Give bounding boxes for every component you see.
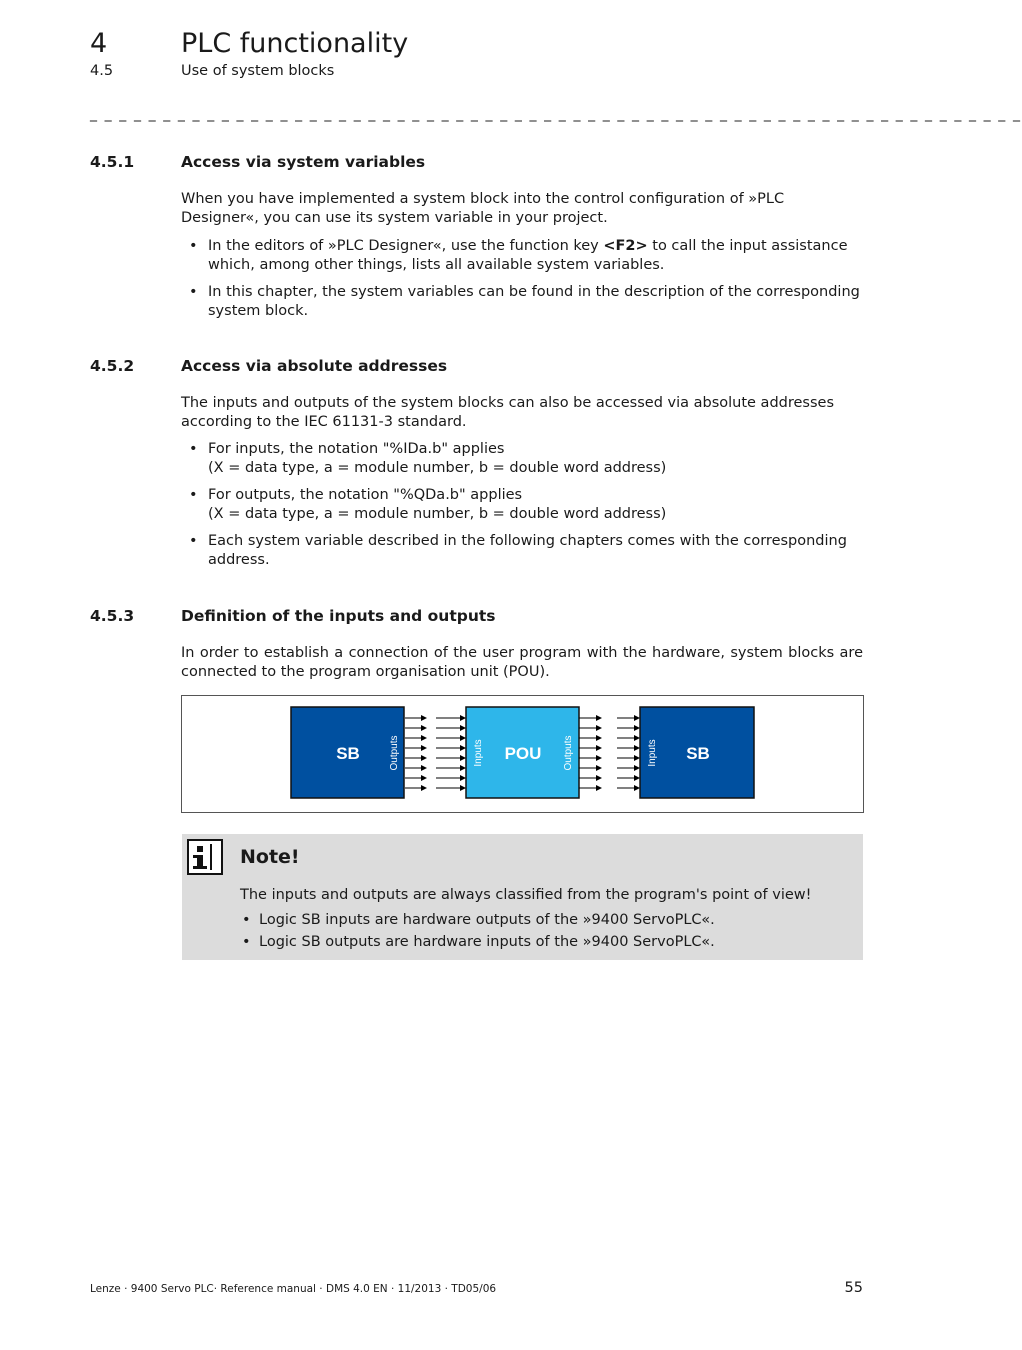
arrow-head [421,735,427,741]
sb-right-label: SB [686,744,710,763]
list-item-text: For inputs, the notation "%IDa.b" applies [208,441,505,457]
section-title: Use of system blocks [181,63,335,79]
arrow-head [596,785,602,791]
bullet-list-4-5-1 [181,237,863,329]
arrow-head [421,715,427,721]
arrow-head [634,785,640,791]
arrow-head [634,715,640,721]
arrow-head [421,755,427,761]
list-item [181,237,863,275]
arrow-head [460,715,466,721]
note-list-item: • Logic SB outputs are hardware inputs of the »9400 ServoPLC«. [240,931,715,953]
arrow-head [421,785,427,791]
arrow-head [460,735,466,741]
paragraph-4-5-3: In order to establish a connection of the user program with the hardware, system blocks are connected to the program organisation unit (POU). [181,645,863,680]
pou-label: POU [504,744,542,763]
note-box [182,834,863,960]
arrow-head [421,775,427,781]
arrow-head [634,775,640,781]
note-text: The inputs and outputs are always classified from the program's point of view! [240,887,812,903]
pou-input-port-label: Inputs [473,739,484,767]
list-item-text: For outputs, the notation "%QDa.b" applies [208,487,523,503]
arrow-head [460,765,466,771]
chapter-number: 4 [90,28,108,59]
arrow-head [634,735,640,741]
sb-left-label: SB [336,744,360,763]
chapter-title: PLC functionality [181,28,409,59]
arrow-head [596,765,602,771]
arrow-head [596,735,602,741]
arrow-head [634,725,640,731]
sb-right-port-label: Inputs [647,739,658,767]
arrow-head [596,745,602,751]
page-number: 55 [844,1280,863,1296]
arrow-head [421,725,427,731]
arrow-head [596,725,602,731]
heading-4-5-1-title: Access via system variables [181,153,426,171]
arrow-head [460,725,466,731]
heading-4-5-2-number: 4.5.2 [90,357,135,375]
info-icon [187,839,223,875]
heading-4-5-3-number: 4.5.3 [90,607,135,625]
section-number: 4.5 [90,63,114,79]
list-item: • In this chapter, the system variables can be found in the description of the corresponding system block. [181,283,863,321]
arrow-head [634,745,640,751]
paragraph-4-5-2: The inputs and outputs of the system blocks can also be accessed via absolute addresses according to the IEC 61131-3 standard. [181,395,835,430]
note-title: Note! [240,846,300,868]
heading-4-5-3-title: Definition of the inputs and outputs [181,607,496,625]
note-list-item: • Logic SB inputs are hardware outputs of the »9400 ServoPLC«. [240,909,715,931]
arrow-head [421,765,427,771]
arrow-head [596,775,602,781]
io-diagram-svg [182,696,863,812]
list-item-text: to call the input assistance which, among other things, lists all available system variables. [208,238,848,273]
footer-document-info: Lenze · 9400 Servo PLC· Reference manual · DMS 4.0 EN · 11/2013 · TD05/06 [90,1283,497,1295]
list-item-text: (X = data type, a = module number, b = double word address) [208,506,667,522]
heading-4-5-2-title: Access via absolute addresses [181,357,448,375]
function-key: <F2> [603,238,648,254]
arrow-head [460,775,466,781]
paragraph-4-5-1: When you have implemented a system block into the control configuration of »PLC Designer«, you can use its system variable in your project. [181,191,785,226]
arrow-head [596,755,602,761]
arrow-head [460,755,466,761]
header-separator: _ _ _ _ _ _ _ _ _ _ _ _ _ _ _ _ _ _ _ _ _ _ _ _ _ _ _ _ _ _ _ _ _ _ _ _ _ _ _ _ _ _ _ _ _ _ _ _ _ _ _ _ _ _ _ _ _ _ _ _ _ _ _ _ [90,106,1022,122]
list-item-text: In the editors of »PLC Designer«, use the function key [208,238,604,254]
arrow-head [421,745,427,751]
arrow-head [634,755,640,761]
bullet-list-4-5-2 [181,440,863,578]
heading-4-5-1-number: 4.5.1 [90,153,135,171]
sb-left-port-label: Outputs [389,735,400,771]
note-list [240,909,715,953]
io-diagram [181,695,864,813]
list-item: • Each system variable described in the following chapters comes with the corresponding address. [181,532,863,570]
pou-output-port-label: Outputs [563,735,574,771]
arrow-head [596,715,602,721]
list-item-text: (X = data type, a = module number, b = double word address) [208,460,667,476]
arrow-head [460,785,466,791]
arrow-head [634,765,640,771]
list-item [181,440,863,478]
arrow-head [460,745,466,751]
list-item [181,486,863,524]
